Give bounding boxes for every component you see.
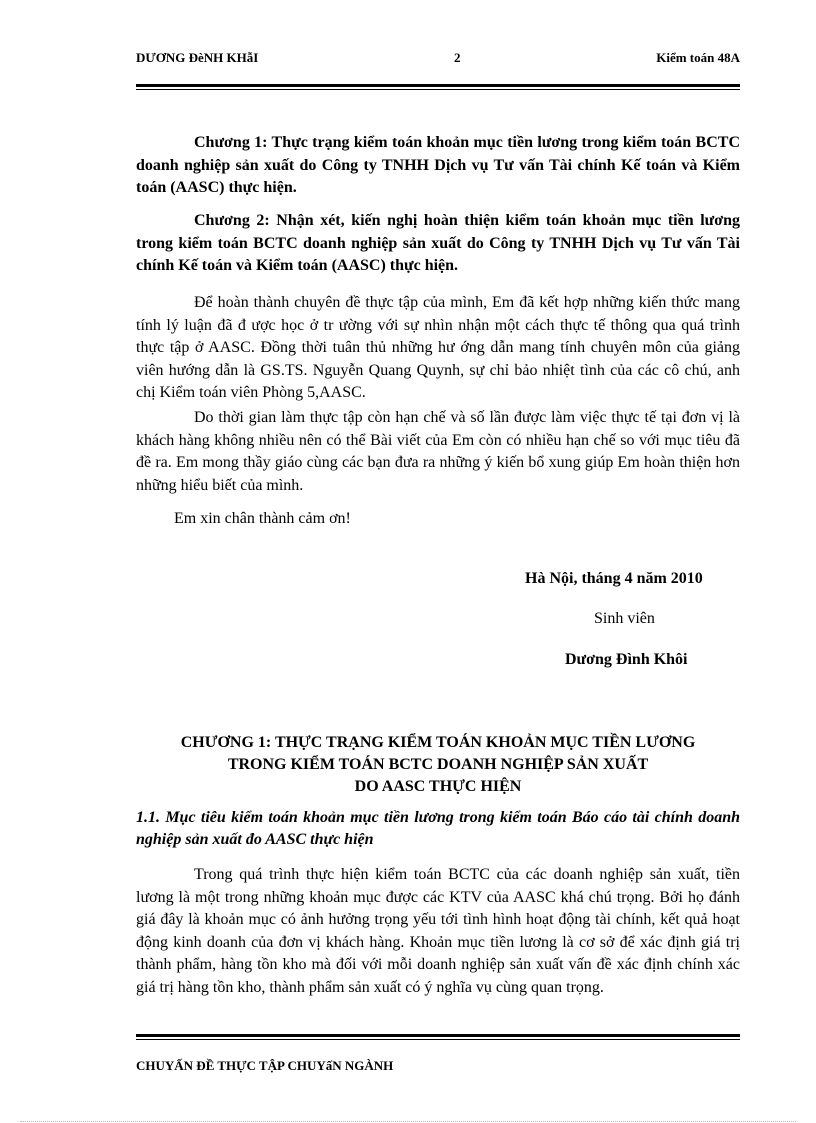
- thanks-line: Em xin chân thành cảm ơn!: [174, 510, 351, 527]
- footer-rule: [136, 1034, 740, 1037]
- header-page-number: 2: [454, 50, 461, 65]
- signer-name: Dương Đình Khôi: [565, 651, 688, 668]
- chapter-heading-line1: CHƯƠNG 1: THỰC TRẠNG KIỂM TOÁN KHOẢN MỤC TIỀN LƯƠNG: [180, 734, 696, 751]
- page-header: [136, 50, 740, 68]
- signer-role: Sinh viên: [594, 610, 655, 627]
- section-1-1-title: 1.1. Mục tiêu kiểm toán khoản mục tiền lương trong kiểm toán Báo cáo tài chính doanh nghiệp sản xuất đo AASC thực hiện: [136, 809, 740, 848]
- chapter2-summary: Chương 2: Nhận xét, kiến nghị hoàn thiện kiểm toán khoản mục tiền lương trong kiểm toán BCTC doanh nghiệp sản xuất do Công ty TNHH Dịch vụ Tư vấn Tài chính Kế toán và Kiểm toán (AASC) thực hiện.: [136, 212, 740, 274]
- chapter1-summary: Chương 1: Thực trạng kiểm toán khoản mục tiền lương trong kiểm toán BCTC doanh nghiệp sản xuất do Công ty TNHH Dịch vụ Tư vấn Tài chính Kế toán và Kiểm toán (AASC) thực hiện.: [136, 134, 740, 196]
- chapter-heading-line2: TRONG KIỂM TOÁN BCTC DOANH NGHIỆP SẢN XUẤT: [227, 756, 649, 773]
- section-1-1-paragraph: Trong quá trình thực hiện kiểm toán BCTC của các doanh nghiệp sản xuất, tiền lương là một trong những khoản mục được các KTV của AASC khá chú trọng. Bởi họ đánh giá đây là khoản mục có ảnh hưởng trọng yếu tới tình hình hoạt động tài chính, kết quả hoạt động kinh doanh của đơn vị khách hàng. Khoản mục tiền lương là cơ sở để xác định giá trị thành phẩm, hàng tồn kho mà đối với mỗi doanh nghiệp sản xuất vấn đề xác định chính xác giá trị hàng tồn kho, thành phẩm sản xuất có ý nghĩa vụ cùng quan trọng.: [136, 866, 740, 996]
- place-date: Hà Nội, tháng 4 năm 2010: [525, 570, 703, 587]
- page-edge-dotted-line: [20, 1121, 796, 1122]
- header-author: DƯƠNG ĐèNH KHẫI: [136, 50, 259, 65]
- page-footer: CHUYẤN ĐỀ THỰC TẬP CHUYấN NGÀNH: [136, 1058, 394, 1073]
- limitation-paragraph: Do thời gian làm thực tập còn hạn chế và số lần được làm việc thực tế tại đơn vị là khách hàng không nhiều nên có thể Bài viết của Em còn có nhiều hạn chế so với mục tiêu đã đề ra. Em mong thầy giáo cùng các bạn đưa ra những ý kiến bổ xung giúp Em hoàn thiện hơn những hiểu biết của mình.: [136, 409, 740, 494]
- chapter-heading-line3: DO AASC THỰC HIỆN: [354, 778, 522, 795]
- completion-paragraph: Để hoàn thành chuyên đề thực tập của mình, Em đã kết hợp những kiến thức mang tính lý luận đã đ ược học ở tr ường với sự nhìn nhận một cách thực tế thông qua quá trình thực tập ở AASC. Đồng thời tuân thủ những hư ớng dẫn mang tính chuyên môn của giảng viên hướng dẫn là GS.TS. Nguyễn Quang Quynh, sự chỉ bảo nhiệt tình của các cô chú, anh chị Kiểm toán viên Phòng 5,AASC.: [136, 294, 740, 401]
- chapter-heading: [136, 732, 740, 798]
- header-course: Kiểm toán 48A: [656, 50, 740, 65]
- header-rule: [136, 84, 740, 87]
